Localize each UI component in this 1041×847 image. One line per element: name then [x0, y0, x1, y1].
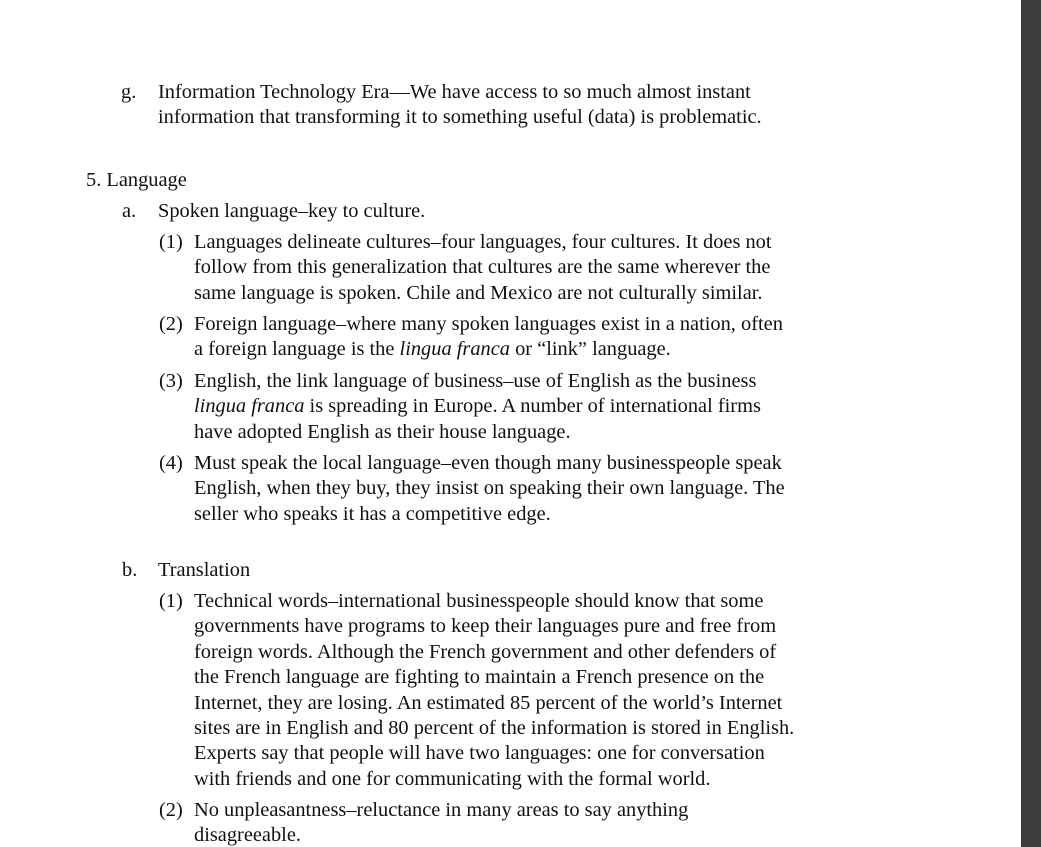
- text-line: disagreeable.: [194, 824, 301, 847]
- text-run: a foreign language is the: [194, 338, 400, 361]
- sub-marker-a4: (4): [159, 452, 183, 474]
- text-line: Must speak the local language–even though many businesspeople speak: [194, 452, 782, 474]
- sub-item-a4-text: [194, 451, 785, 527]
- text-line: the French language are fighting to maintain a French presence on the: [194, 666, 765, 689]
- italic-term: lingua franca: [194, 395, 305, 418]
- text-line: Technical words–international businesspeople should know that some: [194, 590, 764, 612]
- sub-item-a3-text: [194, 369, 761, 445]
- text-line: with friends and one for communicating with the formal world.: [194, 767, 711, 790]
- list-item-b-text: Translation: [158, 559, 251, 581]
- sub-item-b1-text: [194, 589, 794, 792]
- text-line: Information Technology Era—We have access to so much almost instant: [158, 81, 751, 103]
- text-line: Foreign language–where many spoken languages exist in a nation, often: [194, 313, 783, 335]
- sub-marker-a1: (1): [159, 231, 183, 253]
- text-run: is spreading in Europe. A number of international firms: [304, 395, 761, 418]
- list-marker-g: g.: [121, 81, 137, 103]
- list-item-g-text: [158, 80, 762, 131]
- text-line: information that transforming it to something useful (data) is problematic.: [158, 106, 762, 129]
- text-run: or “link” language.: [509, 338, 671, 361]
- text-line: have adopted English as their house language.: [194, 420, 571, 443]
- text-line: Internet, they are losing. An estimated 85 percent of the world’s Internet: [194, 691, 783, 714]
- list-marker-a: a.: [122, 200, 137, 222]
- list-item-a-text: Spoken language–key to culture.: [158, 200, 426, 222]
- sub-item-a2-text: [194, 312, 783, 363]
- text-line: same language is spoken. Chile and Mexico are not culturally similar.: [194, 281, 763, 304]
- text-line: [194, 337, 783, 362]
- text-line: governments have programs to keep their languages pure and free from: [194, 615, 777, 638]
- text-line: English, when they buy, they insist on speaking their own language. The: [194, 477, 785, 500]
- text-line: sites are in English and 80 percent of the information is stored in English.: [194, 717, 795, 740]
- italic-term: lingua franca: [399, 338, 510, 361]
- sub-marker-b1: (1): [159, 590, 183, 612]
- text-line: No unpleasantness–reluctance in many areas to say anything: [194, 799, 689, 821]
- text-line: [194, 394, 761, 419]
- vertical-scrollbar[interactable]: [1021, 0, 1041, 847]
- sub-item-b2-text: [194, 798, 688, 847]
- sub-marker-a2: (2): [159, 313, 183, 335]
- sub-marker-a3: (3): [159, 370, 183, 392]
- text-line: Languages delineate cultures–four languages, four cultures. It does not: [194, 231, 772, 253]
- list-marker-b: b.: [122, 559, 138, 581]
- text-line: foreign words. Although the French government and other defenders of: [194, 640, 777, 663]
- section-heading-language: 5. Language: [86, 169, 187, 191]
- sub-marker-b2: (2): [159, 799, 183, 821]
- sub-item-a1-text: [194, 230, 772, 306]
- text-line: follow from this generalization that cultures are the same wherever the: [194, 256, 771, 279]
- text-line: English, the link language of business–use of English as the business: [194, 370, 757, 392]
- text-line: Experts say that people will have two languages: one for conversation: [194, 742, 765, 765]
- text-line: seller who speaks it has a competitive edge.: [194, 502, 551, 525]
